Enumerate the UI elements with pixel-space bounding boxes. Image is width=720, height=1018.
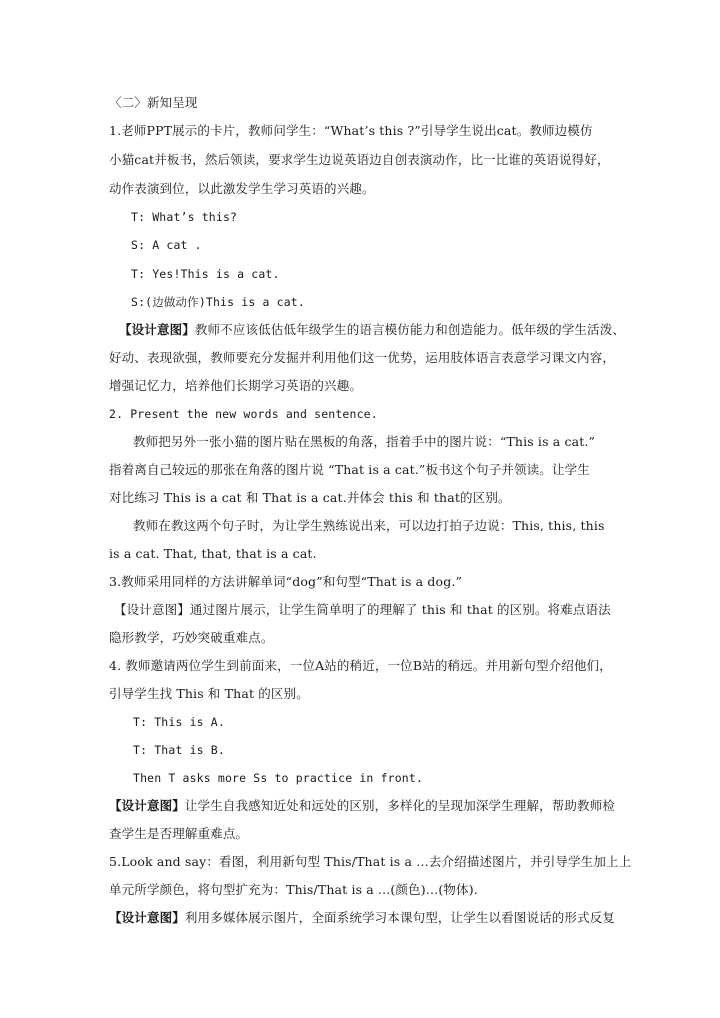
paragraph-line: 增强记忆力，培养他们长期学习英语的兴趣。 xyxy=(109,378,363,393)
design-intent-label: 【设计意图】 xyxy=(109,798,185,813)
design-intent-2 xyxy=(114,602,629,618)
paragraph-line: 引导学生找 This 和 That 的区别。 xyxy=(109,686,309,701)
design-intent-1 xyxy=(119,322,634,338)
paragraph-line: 单元所学颜色，将句型扩充为：This/That is a ...(颜色)…(物体). xyxy=(109,882,478,897)
paragraph-line: 教师把另外一张小猫的图片贴在黑板的角落，指着手中的图片说：“This is a cat.” xyxy=(133,434,596,449)
dialogue-line: Then T asks more Ss to practice in front. xyxy=(133,771,424,785)
design-intent-text: 让学生自我感知近处和远处的区别，多样化的呈现加深学生理解，帮助教师检 xyxy=(184,798,616,813)
design-intent-text: 利用多媒体展示图片，全面系统学习本课句型，让学生以看图说话的形式反复 xyxy=(184,910,616,925)
paragraph-line: 指着离自己较远的那张在角落的图片说 “That is a cat.”板书这个句子并领读。让学生 xyxy=(109,462,590,477)
design-intent-text: 通过图片展示，让学生简单明了的理解了 this 和 that 的区别。将难点语法 xyxy=(189,602,611,617)
section-5-line: 5.Look and say：看图，利用新句型 This/That is a …去介绍描述图片，并引导学生加上上 xyxy=(109,854,632,869)
design-intent-label: 【设计意图】 xyxy=(119,322,195,337)
paragraph-line: 教师在教这两个句子时，为让学生熟练说出来，可以边打拍子边说：This, this, this xyxy=(133,518,605,533)
design-intent-label: 【设计意图】 xyxy=(114,602,190,617)
section-4-line: 4. 教师邀请两位学生到前面来，一位A站的稍近，一位B站的稍远。并用新句型介绍他们， xyxy=(109,658,612,673)
paragraph-1-line-2: 小猫cat并板书，然后领读，要求学生边说英语边自创表演动作，比一比谁的英语说得好， xyxy=(109,152,610,167)
paragraph-line: 查学生是否理解重难点。 xyxy=(109,826,249,841)
paragraph-line: 隐形教学，巧妙突破重难点。 xyxy=(109,630,274,645)
design-intent-text: 教师不应该低估低年级学生的语言模仿能力和创造能力。低年级的学生活泼、 xyxy=(194,322,626,337)
paragraph-line: 对比练习 This is a cat 和 That is a cat.并体会 this 和 that的区别。 xyxy=(109,490,511,505)
paragraph-1-line-1: 1.老师PPT展示的卡片，教师问学生：“What’s this ?”引导学生说出cat。教师边模仿 xyxy=(109,123,593,138)
section-3-line: 3.教师采用同样的方法讲解单词“dog”和句型“That is a dog.” xyxy=(109,574,463,589)
dialogue-line: S:(边做动作)This is a cat. xyxy=(131,295,305,309)
dialogue-line: T: This is A. xyxy=(133,715,225,729)
section-2-heading: 2. Present the new words and sentence. xyxy=(109,407,378,421)
dialogue-line: S: A cat . xyxy=(131,238,202,252)
design-intent-4 xyxy=(109,910,624,926)
dialogue-line: T: Yes!This is a cat. xyxy=(131,267,280,281)
paragraph-line: 好动、表现欲强，教师要充分发掘并利用他们这一优势，运用肢体语言表意学习课文内容， xyxy=(109,350,616,365)
dialogue-line: T: That is B. xyxy=(133,743,225,757)
paragraph-1-line-3: 动作表演到位，以此激发学生学习英语的兴趣。 xyxy=(109,181,375,196)
section-heading: 〈二〉新知呈现 xyxy=(109,95,198,110)
design-intent-label: 【设计意图】 xyxy=(109,910,185,925)
design-intent-3 xyxy=(109,798,624,814)
dialogue-line: T: What’s this? xyxy=(131,210,238,224)
paragraph-line: is a cat. That, that, that is a cat. xyxy=(109,546,317,561)
